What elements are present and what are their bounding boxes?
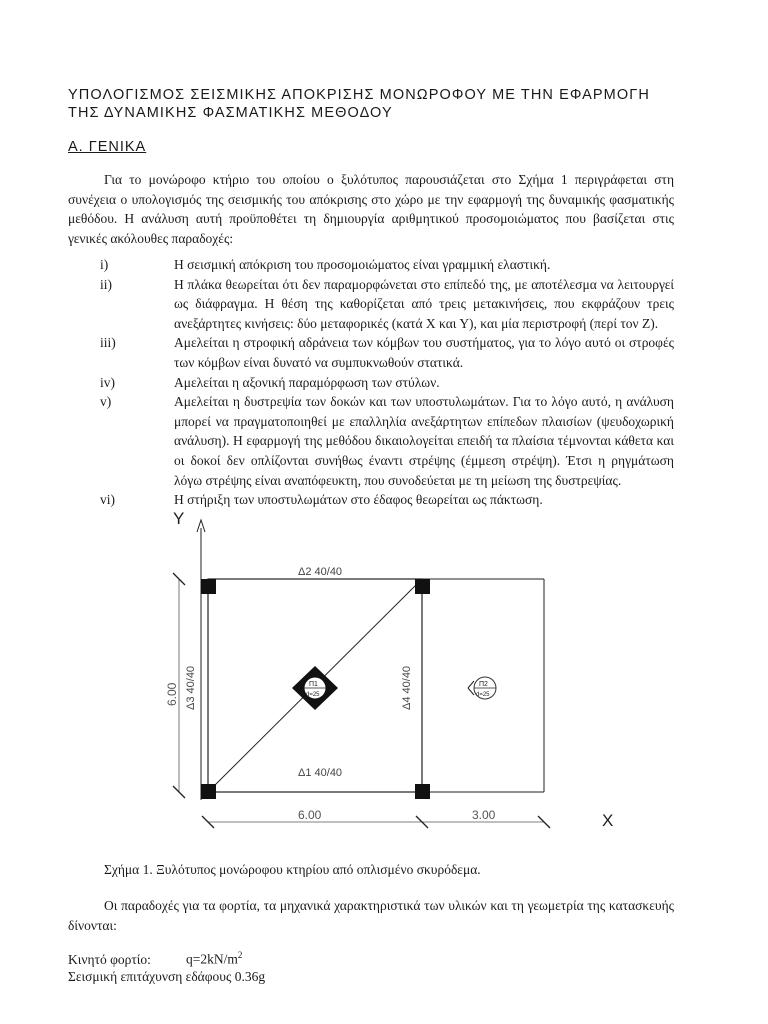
live-load-line: [68, 946, 242, 969]
dim-bottom-cantilever-label: 3.00: [472, 808, 496, 822]
page-title: ΥΠΟΛΟΓΙΣΜΟΣ ΣΕΙΣΜΙΚΗΣ ΑΠΟΚΡΙΣΗΣ ΜΟΝΩΡΟΦΟΥ ΜΕ ΤΗΝ ΕΦΑΡΜΟΓΗ ΤΗΣ ΔΥΝΑΜΙΚΗΣ ΦΑΣΜΑΤΙΚΗΣ ΜΕΘΟΔΟΥ: [68, 87, 650, 121]
list-item: ii) Η πλάκα θεωρείται ότι δεν παραμορφώνεται στο επίπεδό της, με αποτέλεσμα να λειτουργεί ως διάφραγμα. Η θέση της καθορίζεται από τρεις μετακινήσεις, που εκφράζουν τρεις ανεξάρτητες κινήσεις: δύο μεταφορικές (κατά Χ και Υ), και μία περιστροφή (περί τον Ζ).: [100, 276, 674, 331]
slab-left-id: Π1: [309, 681, 318, 688]
list-item: v) Αμελείται η δυστρεψία των δοκών και των υποστυλωμάτων. Για το λόγο αυτό, η ανάλυση μπορεί να πραγματοποιηθεί με επαλληλία ανεξάρτητων επίπεδων πλαισίων (ψευδοχωρική ανάλυση). Η εφαρμογή της μεθόδου δικαιολογείται επειδή τα πλαίσια τέμνονται κάθετα και οι δοκοί δεν οπλίζονται συνήθως έναντι στρέψης (έμμεση στρέψη). Έτσι η ρηγμάτωση λόγω στρέψης είναι αναπόφευκτη, που συνοδεύεται με τη μείωση της δυστρεψίας.: [100, 394, 674, 488]
slab-right-thickness: d=25: [476, 692, 490, 698]
beam-bottom-label: Δ1 40/40: [298, 767, 343, 779]
section-heading: Α. ΓΕΝΙΚΑ: [68, 139, 147, 155]
column-bottom-right: [415, 784, 430, 799]
seismic-acceleration-line: Σεισμική επιτάχυνση εδάφους 0.36g: [68, 969, 266, 984]
slab-right-id: Π2: [479, 681, 488, 688]
beam-top-label: Δ2 40/40: [298, 566, 343, 578]
floor-plan-figure: [150, 508, 630, 838]
column-bottom-left: [201, 784, 216, 799]
x-axis-label: X: [602, 811, 614, 830]
list-item: i) Η σεισμική απόκριση του προσομοιώματος είναι γραμμική ελαστική.: [100, 257, 551, 272]
beam-right-label: Δ4 40/40: [401, 665, 413, 710]
live-load-exponent: 2: [237, 950, 243, 960]
beam-left-label: Δ3 40/40: [185, 665, 197, 710]
data-intro-paragraph: Οι παραδοχές για τα φορτία, τα μηχανικά χαρακτηριστικά των υλικών και τη γεωμετρία της κατασκευής δίνονται:: [68, 898, 674, 933]
y-axis-label: Y: [173, 509, 185, 528]
figure-caption: Σχήμα 1. Ξυλότυπος μονώροφου κτηρίου από οπλισμένο σκυρόδεμα.: [104, 862, 481, 877]
live-load-value: q=2kN/m: [186, 951, 238, 967]
list-item: iii) Αμελείται η στροφική αδράνεια των κόμβων του συστήματος, για το λόγο αυτό οι στροφές των κόμβων είναι δυνατό να συμπυκνωθούν στατικά.: [100, 335, 674, 370]
column-top-left: [201, 579, 216, 594]
dim-bottom-main-label: 6.00: [298, 808, 322, 822]
list-item: iv) Αμελείται η αξονική παραμόρφωση των στύλων.: [100, 374, 440, 390]
dim-left-label: 6.00: [165, 682, 179, 706]
list-item: vi) Η στήριξη των υποστυλωμάτων στο έδαφος θεωρείται ως πάκτωση.: [100, 492, 543, 508]
live-load-label: Κινητό φορτίο:: [68, 951, 151, 967]
slab-left-thickness: d=25: [306, 692, 320, 698]
assumptions-list: [100, 255, 674, 510]
intro-paragraph: Για το μονώροφο κτήριο του οποίου ο ξυλότυπος παρουσιάζεται στο Σχήμα 1 περιγράφεται στη συνέχεια ο υπολογισμός της σεισμικής του απόκρισης στο χώρο με την εφαρμογή της δυναμικής φασματικής μεθόδου. Η ανάλυση αυτή προϋποθέτει τη δημιουργία αριθμητικού προσομοιώματος που βασίζεται στις γενικές ακόλουθες παραδοχές:: [68, 172, 674, 246]
column-top-right: [415, 579, 430, 594]
slab-marker-right-arrow: [468, 681, 474, 695]
